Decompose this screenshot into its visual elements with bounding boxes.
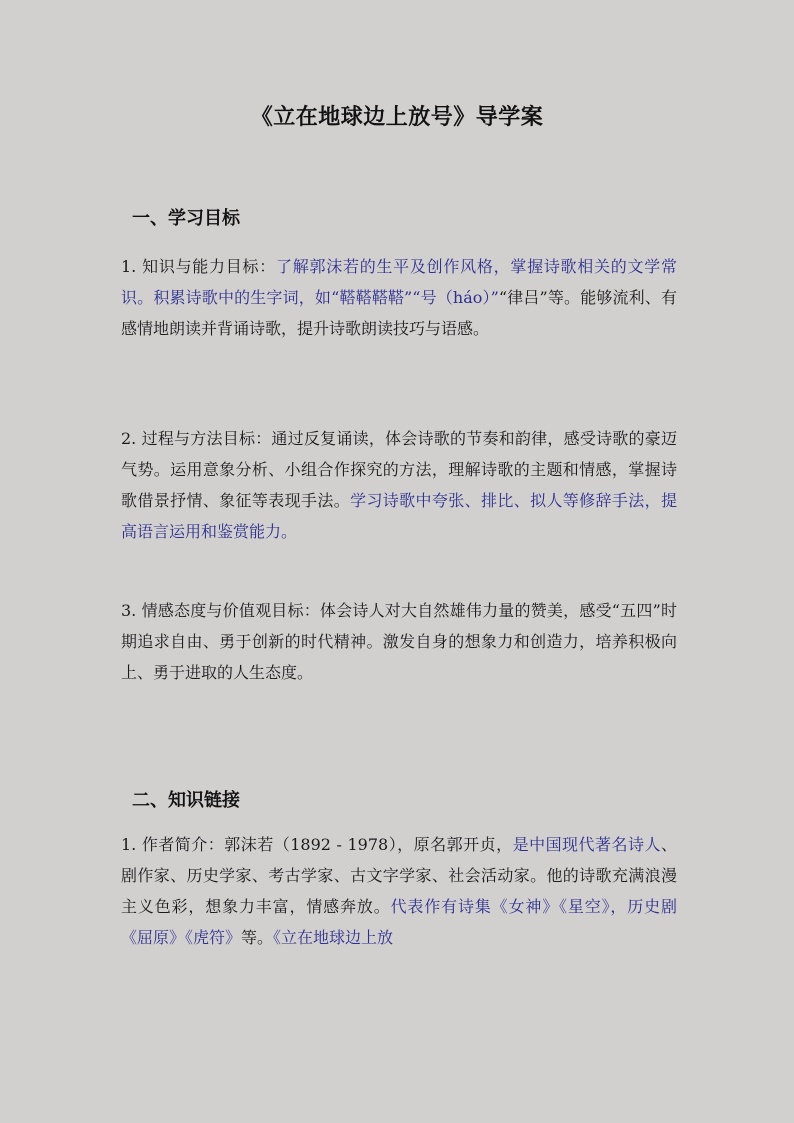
paragraph-knowledge-goal xyxy=(121,251,677,344)
paragraph-process-goal xyxy=(121,423,677,547)
paragraph-text: 2. 过程与方法目标：通过反复诵读，体会诗歌的节奏和韵律，感受诗歌的豪迈气势。运用意象分析、小组合作探究的方法，理解诗歌的主题和情感，掌握诗歌借景抒情、象征等表现手法。 xyxy=(121,429,677,510)
highlighted-text: 了解郭沫若的生平及创作风格，掌握诗歌相关的文学常识。积累诗歌中的生字词，如“鞳鞳鞳鞳”“号（háo）” xyxy=(121,257,677,307)
paragraph-text: “律吕”等。能够流利、有感情地朗读并背诵诗歌，提升诗歌朗读技巧与语感。 xyxy=(121,288,677,338)
paragraph-author-intro xyxy=(121,829,677,953)
highlighted-text: 《立在地球边上放 xyxy=(273,928,394,947)
paragraph-text: 、剧作家、历史学家、考古学家、古文字学家、社会活动家。他的诗歌充满浪漫主义色彩，想象力丰富，情感奔放。 xyxy=(121,835,677,916)
highlighted-text: 代表作有诗集《女神》《星空》，历史剧《屈原》《虎符》 xyxy=(121,897,677,947)
paragraph-emotion-goal xyxy=(121,595,677,688)
paragraph-text: 1. 知识与能力目标： xyxy=(121,257,276,276)
paragraph-text: 1. 作者简介：郭沫若（1892 - 1978），原名郭开贞， xyxy=(121,835,513,854)
section-heading-learning-goals: 一、学习目标 xyxy=(132,208,240,229)
page-title: 《立在地球边上放号》导学案 xyxy=(250,104,544,130)
paragraph-text: 等。 xyxy=(241,928,274,947)
paragraph-text: 3. 情感态度与价值观目标：体会诗人对大自然雄伟力量的赞美，感受“五四”时期追求自由、勇于创新的时代精神。激发自身的想象力和创造力，培养积极向上、勇于进取的人生态度。 xyxy=(121,601,677,682)
section-heading-knowledge-link: 二、知识链接 xyxy=(132,790,240,811)
highlighted-text: 是中国现代著名诗人 xyxy=(512,835,661,854)
highlighted-text: 学习诗歌中夸张、排比、拟人等修辞手法，提高语言运用和鉴赏能力。 xyxy=(121,491,677,541)
